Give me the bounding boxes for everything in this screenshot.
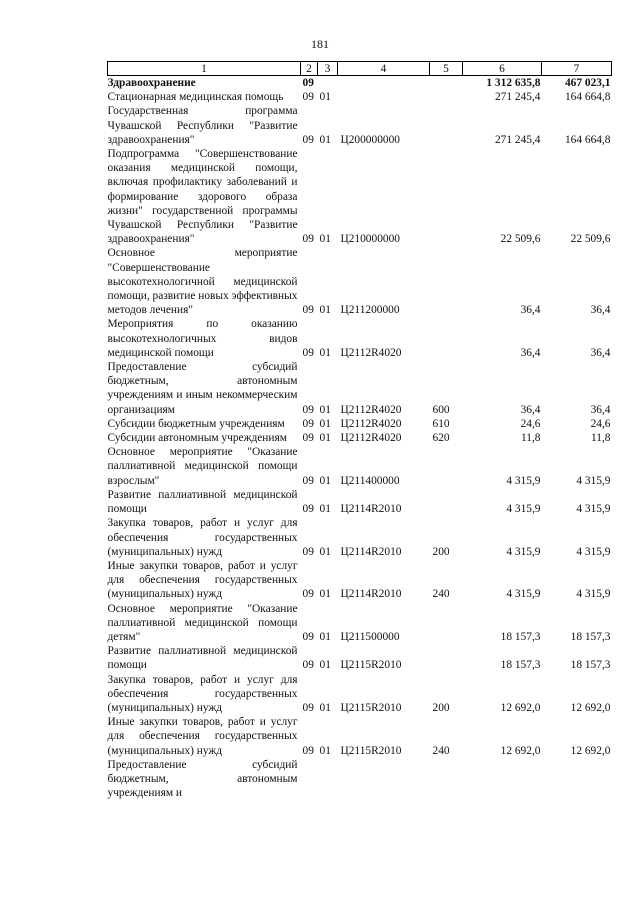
table-row: [108, 104, 612, 147]
row-name: Предоставление субсидий бюджетным, автономным учреждениям и: [107, 758, 298, 800]
row-expense-type: [430, 317, 463, 360]
row-amount-2: 36,4: [590, 304, 611, 317]
row-amount-2: 4 315,9: [576, 545, 611, 558]
row-amount-2: 4 315,9: [576, 503, 611, 516]
row-amount-1: 22 509,6: [500, 233, 541, 246]
table-row: [108, 445, 612, 488]
table-row: [108, 488, 612, 516]
page-number: 181: [311, 37, 329, 51]
row-amount-1: 1 312 635,8: [486, 77, 541, 89]
row-amount-2: 12 692,0: [570, 744, 611, 757]
table-row: [108, 559, 612, 602]
table-row: [108, 516, 612, 559]
row-subsection: 01: [319, 432, 331, 445]
row-name: Здравоохранение: [107, 77, 196, 89]
row-amount-2: 22 509,6: [570, 233, 611, 246]
header-col-5: 5: [430, 62, 463, 76]
row-target-code: Ц211400000: [340, 474, 400, 487]
row-section: 09: [302, 77, 314, 89]
row-expense-type: [430, 246, 463, 317]
row-target-code: Ц2112R4020: [340, 346, 402, 359]
row-subsection: [318, 758, 338, 801]
row-target-code: Ц2112R4020: [340, 417, 402, 430]
row-section: 09: [302, 346, 314, 359]
row-amount-1: 4 315,9: [506, 545, 541, 558]
row-target-code: Ц2115R2010: [340, 701, 402, 714]
row-name: Основное мероприятие "Совершенствование высокотехнологичной медицинской помощи, развитие новых эффективных методов лечения": [107, 247, 298, 317]
row-subsection: 01: [319, 659, 331, 672]
row-amount-1: 18 157,3: [500, 659, 541, 672]
row-expense-type: 200: [432, 545, 450, 558]
header-col-4: 4: [338, 62, 430, 76]
row-amount-1: 12 692,0: [500, 701, 541, 714]
table-row: [108, 431, 612, 445]
row-expense-type: [430, 76, 463, 91]
row-section: 09: [302, 588, 314, 601]
row-expense-type: [430, 644, 463, 672]
row-name: Подпрограмма "Совершенствование оказания медицинской помощи, включая профилактику заболеваний и формирование здорового образа жизни" государственной программы Чувашской Республики "Развитие здравоохранения": [107, 148, 298, 246]
row-name: Развитие паллиативной медицинской помощи: [107, 488, 298, 516]
row-amount-1: [463, 758, 542, 801]
row-subsection: 01: [319, 630, 331, 643]
row-amount-1: 271 245,4: [494, 133, 541, 146]
row-expense-type: 200: [432, 701, 450, 714]
row-section: 09: [302, 474, 314, 487]
row-amount-2: 4 315,9: [576, 474, 611, 487]
row-target-code: [338, 758, 430, 801]
table-row: [108, 147, 612, 246]
row-section: [301, 758, 318, 801]
row-expense-type: [430, 445, 463, 488]
row-subsection: 01: [319, 545, 331, 558]
row-subsection: 01: [319, 346, 331, 359]
row-subsection: 01: [319, 588, 331, 601]
row-subsection: 01: [319, 304, 331, 317]
row-name: Закупка товаров, работ и услуг для обеспечения государственных (муниципальных) нужд: [107, 517, 298, 558]
row-amount-1: 24,6: [520, 417, 541, 430]
row-amount-2: 24,6: [590, 417, 611, 430]
row-expense-type: 240: [432, 744, 450, 757]
row-subsection: [318, 76, 338, 91]
row-section: 09: [302, 545, 314, 558]
row-amount-1: 36,4: [520, 304, 541, 317]
row-expense-type: [430, 104, 463, 147]
row-name: Предоставление субсидий бюджетным, автономным учреждениям и иным некоммерческим организациям: [107, 361, 298, 416]
row-target-code: Ц200000000: [340, 133, 400, 146]
row-section: 09: [302, 503, 314, 516]
row-target-code: Ц2112R4020: [340, 432, 402, 445]
row-subsection: 01: [319, 503, 331, 516]
row-amount-1: 4 315,9: [506, 588, 541, 601]
row-amount-1: 18 157,3: [500, 630, 541, 643]
row-name: Государственная программа Чувашской Республики "Развитие здравоохранения": [107, 105, 298, 146]
row-target-code: Ц2115R2010: [340, 744, 402, 757]
table-row: [108, 644, 612, 672]
row-section: 09: [302, 701, 314, 714]
row-section: 09: [302, 417, 314, 430]
row-amount-1: 36,4: [520, 403, 541, 416]
header-col-1: 1: [108, 62, 301, 76]
row-target-code: Ц2114R2010: [340, 545, 402, 558]
row-target-code: Ц210000000: [340, 233, 400, 246]
row-name: Основное мероприятие "Оказание паллиативной медицинской помощи взрослым": [107, 446, 298, 487]
row-name: Закупка товаров, работ и услуг для обеспечения государственных (муниципальных) нужд: [107, 673, 298, 714]
row-amount-2: 4 315,9: [576, 588, 611, 601]
row-expense-type: [430, 147, 463, 246]
row-target-code: Ц211200000: [340, 304, 400, 317]
row-amount-2: 36,4: [590, 346, 611, 359]
row-name: Основное мероприятие "Оказание паллиативной медицинской помощи детям": [107, 602, 298, 643]
row-amount-2: 12 692,0: [570, 701, 611, 714]
row-amount-1: 4 315,9: [506, 503, 541, 516]
row-target-code: Ц2112R4020: [340, 403, 402, 416]
table-row: [108, 360, 612, 417]
row-name: Мероприятия по оказанию высокотехнологичных видов медицинской помощи: [107, 318, 298, 359]
row-amount-1: 271 245,4: [494, 91, 541, 104]
table-row: [108, 673, 612, 716]
row-subsection: 01: [319, 417, 331, 430]
table-row: [108, 417, 612, 431]
row-section: 09: [302, 304, 314, 317]
row-target-code: Ц211500000: [340, 630, 400, 643]
row-amount-2: 18 157,3: [570, 630, 611, 643]
row-subsection: 01: [319, 233, 331, 246]
table-row: [108, 90, 612, 104]
row-subsection: 01: [319, 701, 331, 714]
row-expense-type: 600: [432, 403, 450, 416]
table-row: [108, 602, 612, 645]
row-amount-2: 164 664,8: [564, 91, 611, 104]
row-expense-type: [430, 90, 463, 104]
header-row: [108, 62, 612, 76]
header-col-6: 6: [463, 62, 542, 76]
row-subsection: 01: [319, 474, 331, 487]
row-section: 09: [302, 403, 314, 416]
table-row: [108, 317, 612, 360]
row-amount-2: 18 157,3: [570, 659, 611, 672]
row-section: 09: [302, 744, 314, 757]
table-row: [108, 758, 612, 801]
header-col-3: 3: [318, 62, 338, 76]
row-expense-type: 620: [432, 432, 450, 445]
row-subsection: 01: [319, 133, 331, 146]
row-amount-1: 4 315,9: [506, 474, 541, 487]
table-row: [108, 715, 612, 758]
row-expense-type: [430, 758, 463, 801]
row-section: 09: [302, 133, 314, 146]
row-amount-2: 11,8: [590, 432, 611, 445]
row-section: 09: [302, 432, 314, 445]
row-expense-type: 240: [432, 588, 450, 601]
row-name: Субсидии автономным учреждениям: [107, 432, 287, 445]
row-section: 09: [302, 659, 314, 672]
header-col-2: 2: [301, 62, 318, 76]
row-subsection: 01: [319, 403, 331, 416]
row-subsection: 01: [319, 744, 331, 757]
row-target-code: Ц2114R2010: [340, 503, 402, 516]
row-amount-1: 36,4: [520, 346, 541, 359]
row-target-code: Ц2115R2010: [340, 659, 402, 672]
row-subsection: 01: [319, 91, 331, 104]
header-col-7: 7: [542, 62, 612, 76]
row-section: 09: [302, 91, 314, 104]
row-amount-2: 467 023,1: [564, 77, 611, 89]
row-expense-type: [430, 488, 463, 516]
row-amount-1: 11,8: [520, 432, 541, 445]
row-target-code: Ц2114R2010: [340, 588, 402, 601]
row-section: 09: [302, 630, 314, 643]
budget-table: [107, 61, 612, 800]
row-target-code: [338, 76, 430, 91]
row-amount-2: 36,4: [590, 403, 611, 416]
row-name: Стационарная медицинская помощь: [107, 91, 284, 104]
row-amount-1: 12 692,0: [500, 744, 541, 757]
row-expense-type: [430, 602, 463, 645]
table-row: [108, 76, 612, 91]
row-name: Иные закупки товаров, работ и услуг для обеспечения государственных (муниципальных) нужд: [107, 559, 298, 601]
row-name: Субсидии бюджетным учреждениям: [107, 417, 285, 430]
row-expense-type: 610: [432, 417, 450, 430]
row-section: 09: [302, 233, 314, 246]
row-target-code: [338, 90, 430, 104]
row-name: Развитие паллиативной медицинской помощи: [107, 645, 298, 672]
row-amount-2: [542, 758, 612, 801]
row-name: Иные закупки товаров, работ и услуг для обеспечения государственных (муниципальных) нужд: [107, 716, 298, 757]
table-row: [108, 246, 612, 317]
row-amount-2: 164 664,8: [564, 133, 611, 146]
